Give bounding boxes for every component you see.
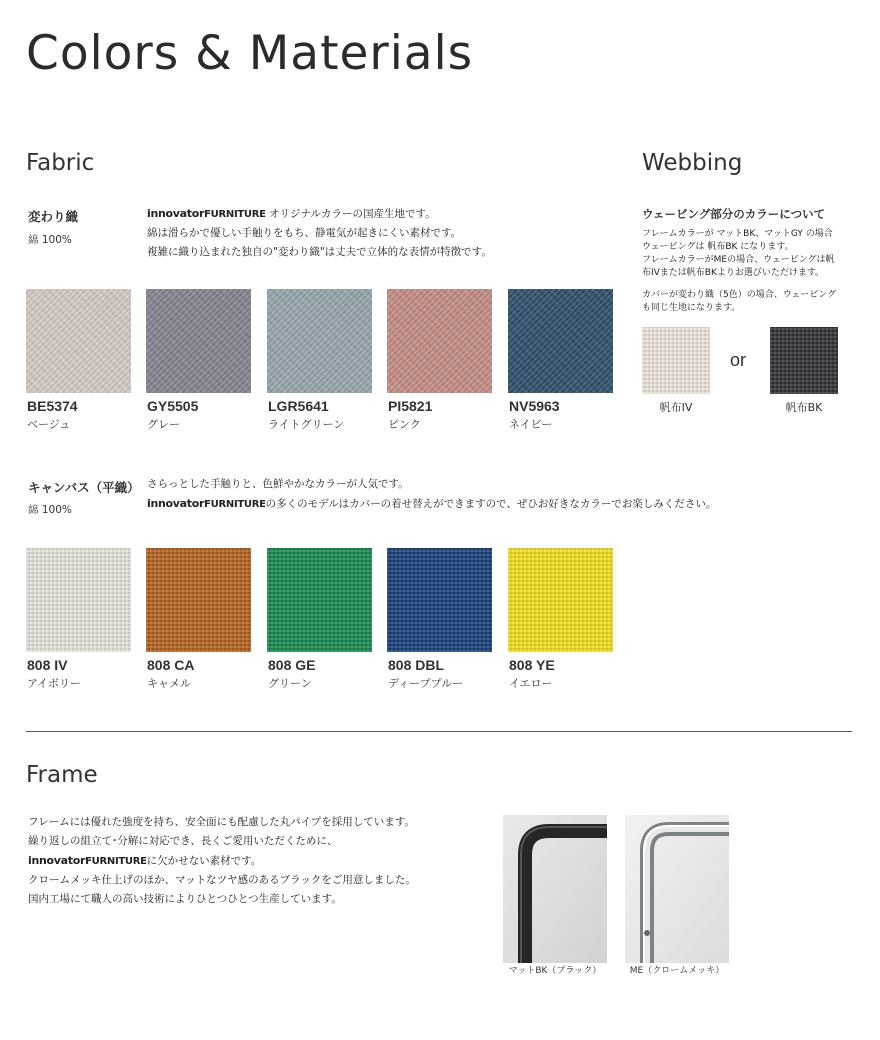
canvas-fabric-composition: 綿 100% <box>28 504 72 516</box>
kawari-description <box>147 204 492 262</box>
canvas-swatch <box>267 548 372 652</box>
canvas-swatch-name: キャメル <box>147 677 191 690</box>
kawari-fabric-composition: 綿 100% <box>28 234 72 246</box>
kawari-swatch-name: ピンク <box>388 418 421 431</box>
webbing-note-line: カバーが変わり織（5色）の場合、ウェービング <box>642 290 837 300</box>
kawari-swatch-name: ライトグリーン <box>268 418 345 431</box>
kawari-fabric-name: 変わり織 <box>28 209 79 224</box>
kawari-swatch <box>146 289 251 393</box>
webbing-desc-line: 布IVまたは帆布BKよりお選びいただけます。 <box>642 268 825 278</box>
kawari-swatch <box>267 289 372 393</box>
webbing-desc-line: ウェービングは 帆布BK になります。 <box>642 242 794 252</box>
canvas-swatch-name: アイボリー <box>27 677 82 690</box>
canvas-desc-line-1: さらっとした手触りと、色鮮やかなカラーが人気です。 <box>147 478 409 490</box>
brand-logo: innovator <box>28 854 86 867</box>
webbing-heading: ウェービング部分のカラーについて <box>642 207 826 221</box>
canvas-swatch-code: 808 DBL <box>388 657 445 673</box>
canvas-swatch <box>146 548 251 652</box>
frame-desc-line-1: フレームには優れた強度を持ち、安全面にも配慮した丸パイプを採用しています。 <box>28 816 415 828</box>
frame-desc-line-3: innovatorFURNITUREに欠かせない素材です。 <box>28 854 262 867</box>
canvas-swatch-code: 808 GE <box>268 657 316 673</box>
frame-sample-chrome <box>625 815 729 963</box>
brand-suffix: FURNITURE <box>204 499 266 510</box>
webbing-note <box>642 289 836 315</box>
or-separator: or <box>730 350 747 370</box>
kawari-desc-line-2: 綿は滑らかで優しい手触りをもち、静電気が起きにくい素材です。 <box>147 227 462 239</box>
canvas-swatch-code: 808 IV <box>27 657 68 673</box>
canvas-swatch-code: 808 YE <box>509 657 555 673</box>
webbing-swatch-iv <box>642 327 710 394</box>
kawari-swatch <box>508 289 613 393</box>
webbing-note-line: も同じ生地になります。 <box>642 303 741 313</box>
webbing-section-title: Webbing <box>642 150 743 176</box>
kawari-swatch-code: GY5505 <box>147 398 199 414</box>
page-title: Colors & Materials <box>26 26 474 81</box>
kawari-swatch <box>26 289 131 393</box>
webbing-description <box>642 228 835 280</box>
section-divider <box>26 731 852 732</box>
frame-description <box>28 813 416 909</box>
webbing-label-iv: 帆布IV <box>659 401 693 414</box>
frame-section-title: Frame <box>26 762 98 788</box>
frame-desc-line-5: 国内工場にて職人の高い技術によりひとつひとつ生産しています。 <box>28 893 342 905</box>
brand-suffix: FURNITURE <box>204 209 266 220</box>
frame-sample-matte-black <box>503 815 607 963</box>
kawari-swatch-code: LGR5641 <box>268 398 329 414</box>
matte-black-pipe-image <box>503 815 607 963</box>
fabric-section-title: Fabric <box>26 150 95 176</box>
canvas-description <box>147 475 716 514</box>
canvas-swatch-name: イエロー <box>509 677 553 690</box>
kawari-swatch-name: グレー <box>147 418 180 431</box>
kawari-swatch-code: NV5963 <box>509 398 560 414</box>
kawari-desc-line-1: innovatorFURNITURE オリジナルカラーの国産生地です。 <box>147 207 436 220</box>
brand-suffix: FURNITURE <box>85 856 147 867</box>
canvas-swatch <box>26 548 131 652</box>
frame-caption-chrome: ME（クロームメッキ） <box>629 966 725 976</box>
canvas-swatch-name: グリーン <box>268 677 312 690</box>
kawari-swatch-name: ネイビー <box>509 418 553 431</box>
frame-desc-line-4: クロームメッキ仕上げのほか、マットなツヤ感のあるブラックをご用意しました。 <box>28 874 416 886</box>
canvas-swatch-code: 808 CA <box>147 657 195 673</box>
canvas-swatch-name: ディーププルー <box>388 677 464 690</box>
webbing-swatch-bk <box>770 327 838 394</box>
webbing-desc-line: フレームカラーがMEの場合、ウェービングは帆 <box>642 255 835 265</box>
brand-logo: innovator <box>147 497 205 510</box>
kawari-swatch <box>387 289 492 393</box>
kawari-swatch-code: PI5821 <box>388 398 433 414</box>
kawari-swatch-code: BE5374 <box>27 398 78 414</box>
canvas-swatch <box>387 548 492 652</box>
kawari-desc-line-3: 複雑に織り込まれた独自の"変わり織"は丈夫で立体的な表情が特徴です。 <box>147 246 492 258</box>
frame-desc-line-2: 繰り返しの組立て･分解に対応でき、長くご愛用いただくために、 <box>28 835 338 847</box>
webbing-desc-line: フレームカラーが マットBK、マットGY の場合 <box>642 229 833 239</box>
canvas-swatch <box>508 548 613 652</box>
brand-logo: innovator <box>147 207 205 220</box>
kawari-swatch-name: ベージュ <box>27 418 71 431</box>
canvas-fabric-name: キャンバス（平織） <box>28 480 140 495</box>
webbing-label-bk: 帆布BK <box>785 401 823 414</box>
frame-caption-matte-black: マットBK（ブラック） <box>508 966 602 976</box>
chrome-pipe-image <box>625 815 729 963</box>
canvas-desc-line-2: innovatorFURNITUREの多くのモデルはカバーの着せ替えができますので、ぜひお好きなカラーでお楽しみください。 <box>147 497 717 510</box>
